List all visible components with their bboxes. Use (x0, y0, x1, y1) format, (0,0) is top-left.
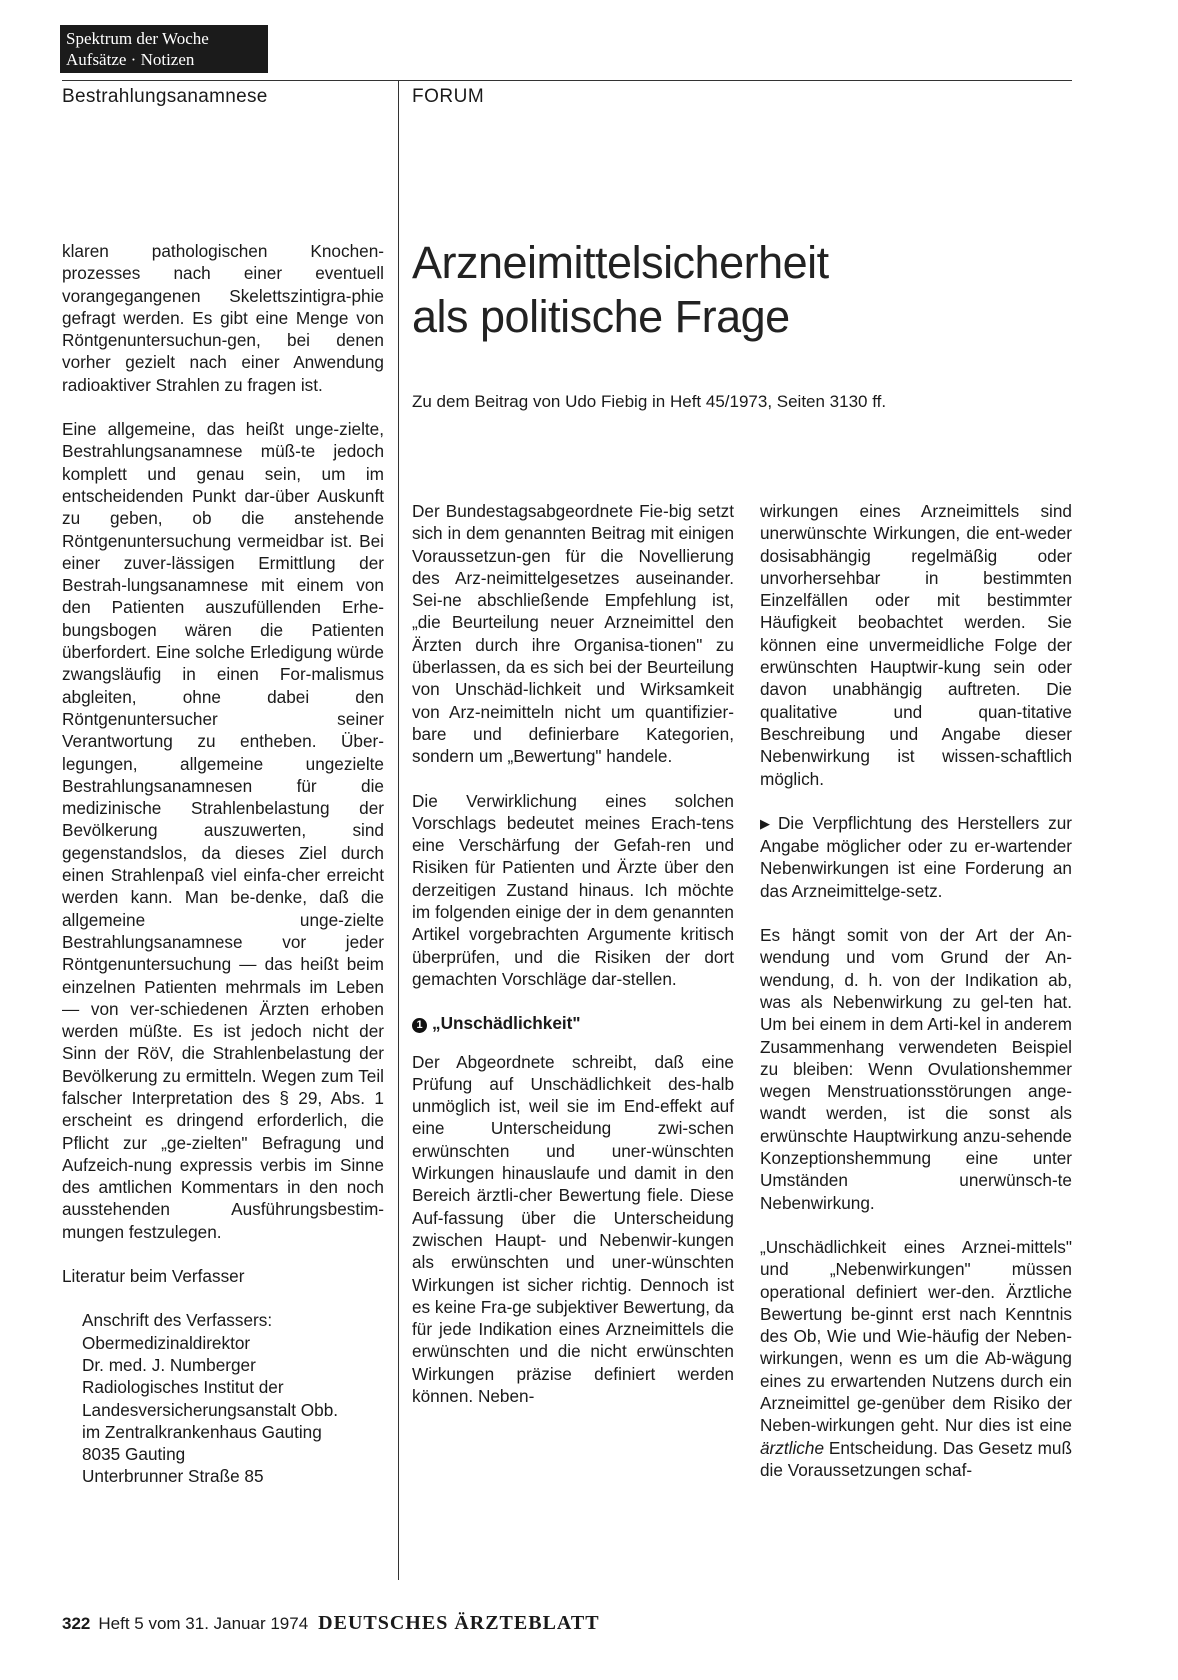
page-footer (62, 1612, 600, 1635)
arrow-right-icon: ▶ (760, 815, 774, 831)
journal-name: DEUTSCHES ÄRZTEBLATT (318, 1612, 600, 1634)
right-paragraph-1: wirkungen eines Arzneimittels sind unerwünschte Wirkungen, die ent-weder dosisabhängig regelmäßig oder unvorhersehbar in bestimmten Einzelfällen oder mit bestimmter Häufigkeit beobachtet werden. Sie können eine unvermeidliche Folge der erwünschten Hauptwir-kung sein oder davon unabhängig auftreten. Die qualitative und quan-titative Beschreibung und Angabe dieser Nebenwirkung ist wissen-schaftlich möglich. (760, 501, 1072, 789)
address-line: Anschrift des Verfassers: (82, 1310, 273, 1331)
section-label-left: Bestrahlungsanamnese (62, 86, 268, 107)
left-paragraph-2: Eine allgemeine, das heißt unge-zielte, Bestrahlungsanamnese müß-te jedoch komplett und genau sein, um im entscheidenden Punkt dar-über Auskunft zu geben, ob die anstehende Röntgenuntersuchung vermeidbar ist. Bei einer zuver-lässigen Ermittlung der Bestrah-lungsanamnese mit einem von den Patienten auszufüllenden Erhe-bungsbogen wären die Patienten überfordert. Eine solche Erledigung würde zwangsläufig in einen For-malismus abgleiten, ohne dabei den Röntgenuntersucher seiner Verantwortung zu entheben. Über-legungen, allgemeine ungezielte Bestrahlungsanamnesen für die medizinische Strahlenbelastung der Bevölkerung auszuwerten, sind gegenstandslos, da dieses Ziel durch einen Strahlenpaß viel einfa-cher erreicht werden kann. Man be-denke, daß die allgemeine unge-zielte Bestrahlungsanamnese vor jeder Röntgenuntersuchung — das heißt beim einzelnen Patienten mehrmals im Leben — von ver-schiedenen Ärzten erhoben werden müßte. Es ist jedoch nicht der Sinn der RöV, die Strahlenbelastung der Bevölkerung zu ermitteln. Wegen zum Teil falscher Interpretation des § 29, Abs. 1 erscheint es dringend erforderlich, die Pflicht zur „ge-zielten" Befragung und Aufzeich-nung expressis verbis im Sinne des amtlichen Kommentars in den noch ausstehenden Ausführungsbestim-mungen festzulegen. (62, 419, 384, 1242)
left-paragraph-1: klaren pathologischen Knochen-prozesses nach einer eventuell vorangegangenen Skelettszintigra-phie gefragt werden. Es gibt eine Menge von Röntgenuntersuchun-gen, bei denen vorher gezielt nach einer Anwendung radioaktiver Strahlen zu fragen ist. (62, 241, 384, 395)
middle-paragraph-3: Der Abgeordnete schreibt, daß eine Prüfung auf Unschädlichkeit des-halb unmöglich ist, weil sie im End-effekt auf eine Unterscheidung zwi-schen erwünschten und uner-wünschten Wirkungen hinauslaufe und damit in den Bereich ärztli-cher Bewertung fiele. Diese Auf-fassung über die Unterscheidung zwischen Haupt- und Nebenwir-kungen als erwünschten und uner-wünschten Wirkungen ist sicher richtig. Dennoch ist es keine Fra-ge subjektiver Bewertung, da für jede Indikation eines Arzneimittels die erwünschten und die nicht erwünschten Wirkungen präzise definiert werden können. Neben- (412, 1051, 734, 1406)
top-rule (62, 80, 1072, 81)
right-paragraph-3: Es hängt somit von der Art der An-wendung und vom Grund der An-wendung, d. h. von der Indikation ab, was als Nebenwirkung zu gel-ten hat. Um bei einem in dem Arti-kel in anderem Zusammenhang verwendeten Beispiel zu bleiben: Wenn Ovulationshemmer wegen Menstruationsstörungen ange-wandt werden, ist die sonst als erwünschte Hauptwirkung anzu-sehende Konzeptionshemmung eine unter Umständen unerwünsch-te Nebenwirkung. (760, 925, 1072, 1213)
address-line: Radiologisches Institut der (82, 1377, 284, 1398)
issue-info: Heft 5 vom 31. Januar 1974 (98, 1614, 309, 1633)
right-paragraph-4 (760, 1236, 1072, 1481)
paragraph-4-start: „Unschädlichkeit eines Arznei-mittels" und „Nebenwirkungen" müssen operational definiert wer-den. Ärztliche Bewertung be-ginnt erst nach Kenntnis des Ob, Wie und Wie-häufig der Neben-wirkungen, wenn es um die Ab-wägung eines zu erwartenden Nutzens durch ein Arzneimittel ge-genüber dem Risiko der Neben-wirkungen geht. Nur dies ist eine (760, 1236, 1072, 1436)
arrow-paragraph-text: Die Verpflichtung des Herstellers zur Angabe möglicher oder zu er-wartender Nebenwirkungen ist eine Forderung an das Arzneimittelge-setz. (760, 812, 1072, 901)
article-subtitle: Zu dem Beitrag von Udo Fiebig in Heft 45/1973, Seiten 3130 ff. (412, 392, 887, 411)
address-line: Dr. med. J. Numberger (82, 1354, 256, 1375)
paragraph-4-end: Entscheidung. Das Gesetz muß die Voraussetzungen schaf- (760, 1437, 1072, 1480)
address-line: im Zentralkrankenhaus Gauting (82, 1421, 322, 1442)
numbered-bullet-icon: 1 (412, 1018, 427, 1033)
middle-paragraph-2: Die Verwirklichung eines solchen Vorschlags bedeutet meines Erach-tens eine Verschärfung der Gefah-ren und Risiken für Patienten und Ärzte über den derzeitigen Zustand hinaus. Ich möchte im folgenden einige der in dem genannten Artikel vorgebrachten Argumente kritisch überprüfen, und die Risiken der dort gemachten Vorschläge dar-stellen. (412, 790, 734, 989)
left-column (62, 240, 384, 1488)
section-label-right: FORUM (412, 86, 485, 107)
section-heading (412, 1012, 734, 1034)
title-line-1: Arzneimittelsicherheit (412, 237, 829, 288)
section-heading-text: „Unschädlichkeit" (432, 1013, 581, 1034)
paragraph-4-italic: ärztliche (760, 1437, 824, 1458)
title-line-2: als politische Frage (412, 291, 790, 342)
author-address (82, 1309, 384, 1487)
right-arrow-paragraph (760, 812, 1072, 902)
address-line: Obermedizinaldirektor (82, 1332, 251, 1353)
literature-note: Literatur beim Verfasser (62, 1266, 245, 1287)
middle-column (412, 500, 734, 1407)
address-line: 8035 Gauting (82, 1444, 186, 1465)
page-number: 322 (62, 1614, 91, 1633)
article-title (412, 236, 1052, 344)
masthead (60, 25, 268, 73)
middle-paragraph-1: Der Bundestagsabgeordnete Fie-big setzt sich in dem genannten Beitrag mit einigen Voraussetzun-gen für die Novellierung des Arz-neimittelgesetzes auseinander. Sei-ne abschließende Empfehlung ist, „die Beurteilung neuer Arzneimittel den Ärzten durch ihre Organisa-tionen" zu überlassen, da es sich bei der Beurteilung von Unschäd-lichkeit und Wirksamkeit von Arz-neimitteln nicht um quantifizier-bare und definierbare Kategorien, sondern um „Bewertung" handele. (412, 501, 734, 767)
column-divider (398, 80, 399, 1580)
masthead-line-2: Aufsätze · Notizen (66, 50, 195, 69)
masthead-line-1: Spektrum der Woche (66, 29, 209, 48)
address-line: Unterbrunner Straße 85 (82, 1466, 264, 1487)
address-line: Landesversicherungsanstalt Obb. (82, 1399, 339, 1420)
right-column (760, 500, 1072, 1481)
